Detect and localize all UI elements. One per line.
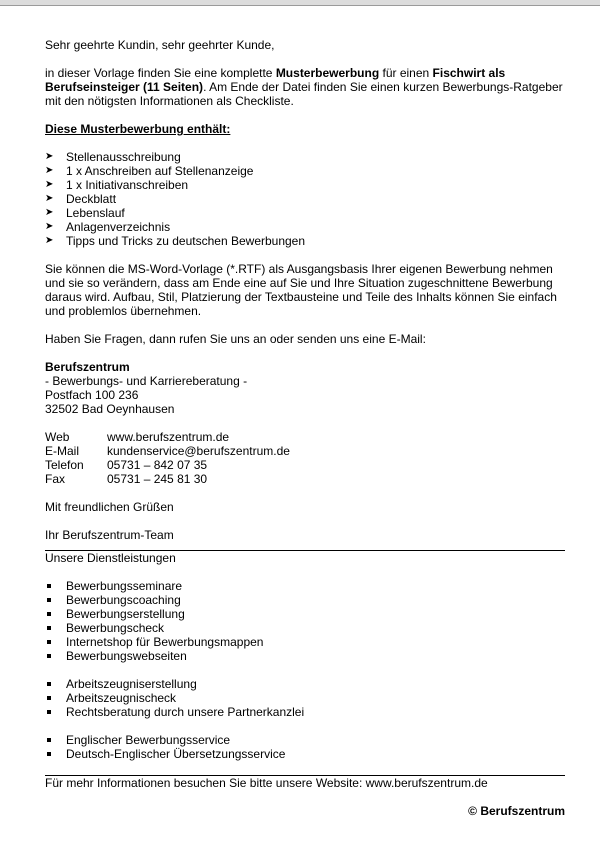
contents-list-item-text: Anlagenverzeichnis bbox=[66, 220, 171, 234]
questions-paragraph: Haben Sie Fragen, dann rufen Sie uns an oder senden uns eine E-Mail: bbox=[45, 332, 426, 346]
contact-label: Web bbox=[45, 430, 70, 444]
services-list-item bbox=[45, 593, 565, 607]
services-list-item-text: Deutsch-Englischer Übersetzungsservice bbox=[66, 747, 286, 761]
services-list-item bbox=[45, 649, 565, 663]
intro-text-2: für einen bbox=[379, 66, 433, 80]
square-bullet-icon bbox=[47, 696, 51, 700]
company-subtitle: - Bewerbungs- und Karriereberatung - bbox=[45, 374, 248, 388]
services-list-item-text: Bewerbungswebseiten bbox=[66, 649, 187, 663]
square-bullet-icon bbox=[47, 584, 51, 588]
services-heading: Unsere Dienstleistungen bbox=[45, 551, 176, 565]
company-postbox: Postfach 100 236 bbox=[45, 388, 139, 402]
contents-list-item bbox=[45, 220, 565, 234]
square-bullet-icon bbox=[47, 640, 51, 644]
intro-text-3: . Am Ende der Datei finden Sie einen kurzen Bewerbungs-Ratgeber mit den nötigsten Informationen als Checkliste. bbox=[45, 80, 563, 108]
services-list-item bbox=[45, 635, 565, 649]
contents-list-item bbox=[45, 150, 565, 164]
square-bullet-icon bbox=[47, 710, 51, 714]
contents-list-item-text: Deckblatt bbox=[66, 192, 117, 206]
services-list-item-text: Bewerbungscoaching bbox=[66, 593, 181, 607]
contact-table bbox=[45, 430, 565, 486]
services-list-item-text: Arbeitszeugnischeck bbox=[66, 691, 177, 705]
arrow-bullet-icon: ➤ bbox=[45, 179, 54, 190]
contents-list-item bbox=[45, 206, 565, 220]
signature: Ihr Berufszentrum-Team bbox=[45, 528, 174, 542]
contact-label: Fax bbox=[45, 472, 66, 486]
services-list-item bbox=[45, 579, 565, 593]
company-city: 32502 Bad Oeynhausen bbox=[45, 402, 175, 416]
services-list-item-text: Rechtsberatung durch unsere Partnerkanzlei bbox=[66, 705, 305, 719]
contact-value: 05731 – 245 81 30 bbox=[107, 472, 208, 486]
usage-paragraph: Sie können die MS-Word-Vorlage (*.RTF) als Ausgangsbasis Ihrer eigenen Bewerbung nehmen und sie so verändern, dass am Ende eine auf Sie und Ihre Situation zugeschnittene Bewerbung daraus wird. Aufbau, Stil, Platzierung der Textbausteine und Teile des Inhalts können Sie einfach und problemlos übernehmen. bbox=[45, 262, 557, 318]
intro-paragraph bbox=[45, 66, 565, 108]
contents-list-item bbox=[45, 192, 565, 206]
services-list-item bbox=[45, 691, 565, 705]
square-bullet-icon bbox=[47, 738, 51, 742]
square-bullet-icon bbox=[47, 654, 51, 658]
contact-label: Telefon bbox=[45, 458, 84, 472]
intro-text-1: in dieser Vorlage finden Sie eine komplette bbox=[45, 66, 276, 80]
copyright: © Berufszentrum bbox=[468, 804, 565, 818]
contact-value: www.berufszentrum.de bbox=[107, 430, 230, 444]
services-list-item bbox=[45, 733, 565, 747]
square-bullet-icon bbox=[47, 598, 51, 602]
contents-list-item-text: Lebenslauf bbox=[66, 206, 125, 220]
contact-value: 05731 – 842 07 35 bbox=[107, 458, 208, 472]
contents-list-item-text: 1 x Anschreiben auf Stellenanzeige bbox=[66, 164, 254, 178]
document-page bbox=[45, 38, 565, 818]
square-bullet-icon bbox=[47, 612, 51, 616]
contents-list-item-text: 1 x Initiativanschreiben bbox=[66, 178, 189, 192]
square-bullet-icon bbox=[47, 626, 51, 630]
services-list-item bbox=[45, 705, 565, 719]
services-list bbox=[45, 733, 565, 761]
contact-row bbox=[45, 444, 565, 458]
intro-bold-2: Fischwirt als Berufseinsteiger (11 Seiten) bbox=[45, 66, 506, 94]
contents-list-item-text: Stellenausschreibung bbox=[66, 150, 181, 164]
contact-value: kundenservice@berufszentrum.de bbox=[107, 444, 290, 458]
window-top-bar bbox=[0, 0, 600, 6]
closing: Mit freundlichen Grüßen bbox=[45, 500, 174, 514]
arrow-bullet-icon: ➤ bbox=[45, 165, 54, 176]
arrow-bullet-icon: ➤ bbox=[45, 151, 54, 162]
contact-row bbox=[45, 430, 565, 444]
arrow-bullet-icon: ➤ bbox=[45, 221, 54, 232]
contents-list-item bbox=[45, 178, 565, 192]
arrow-bullet-icon: ➤ bbox=[45, 235, 54, 246]
services-list-item-text: Bewerbungscheck bbox=[66, 621, 165, 635]
services-section bbox=[45, 579, 565, 775]
company-name-text: Berufszentrum bbox=[45, 360, 130, 374]
services-list-item-text: Arbeitszeugniserstellung bbox=[66, 677, 197, 691]
contents-list-item bbox=[45, 164, 565, 178]
contents-list-item-text: Tipps und Tricks zu deutschen Bewerbungen bbox=[66, 234, 306, 248]
services-list-item-text: Bewerbungserstellung bbox=[66, 607, 185, 621]
intro-bold-1: Musterbewerbung bbox=[275, 66, 380, 80]
contents-heading: Diese Musterbewerbung enthält: bbox=[45, 122, 231, 136]
services-list-item-text: Englischer Bewerbungsservice bbox=[66, 733, 231, 747]
services-list bbox=[45, 579, 565, 663]
square-bullet-icon bbox=[47, 752, 51, 756]
arrow-bullet-icon: ➤ bbox=[45, 207, 54, 218]
contact-row bbox=[45, 472, 565, 486]
greeting: Sehr geehrte Kundin, sehr geehrter Kunde, bbox=[45, 38, 275, 52]
website-line: Für mehr Informationen besuchen Sie bitte unsere Website: www.berufszentrum.de bbox=[45, 776, 488, 790]
services-list-item bbox=[45, 607, 565, 621]
services-list bbox=[45, 677, 565, 719]
contents-list-item bbox=[45, 234, 565, 248]
services-list-item bbox=[45, 677, 565, 691]
company-name bbox=[45, 360, 565, 374]
services-list-item-text: Bewerbungsseminare bbox=[66, 579, 183, 593]
contact-label: E-Mail bbox=[45, 444, 80, 458]
services-list-item bbox=[45, 747, 565, 761]
services-list-item bbox=[45, 621, 565, 635]
contact-row bbox=[45, 458, 565, 472]
square-bullet-icon bbox=[47, 682, 51, 686]
services-list-item-text: Internetshop für Bewerbungsmappen bbox=[66, 635, 264, 649]
contents-list bbox=[45, 150, 565, 248]
arrow-bullet-icon: ➤ bbox=[45, 193, 54, 204]
